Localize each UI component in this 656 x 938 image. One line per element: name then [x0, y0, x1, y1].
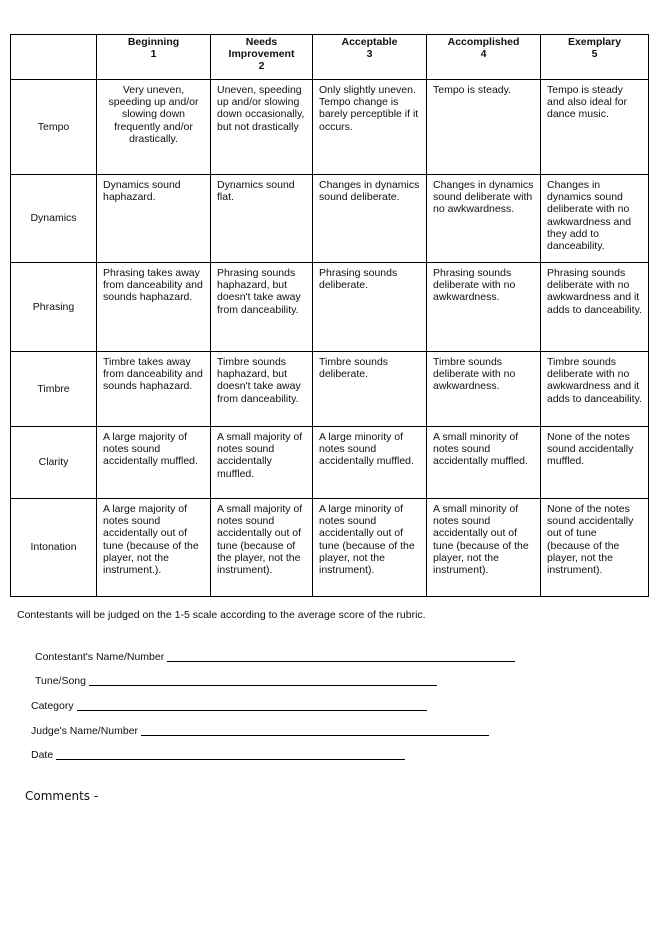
rubric-cell: Timbre sounds deliberate.	[313, 352, 427, 427]
date-field[interactable]	[31, 749, 405, 761]
scoring-note: Contestants will be judged on the 1-5 scale according to the average score of the rubric.	[17, 609, 426, 621]
rubric-cell: Timbre sounds deliberate with no awkwardness and it adds to danceability.	[541, 352, 649, 427]
rubric-cell: Dynamics sound haphazard.	[97, 175, 211, 263]
rubric-cell: None of the notes sound accidentally out of tune (because of the player, not the instrument).	[541, 499, 649, 597]
rubric-cell: A large majority of notes sound accidentally muffled.	[97, 427, 211, 499]
rubric-cell: A small minority of notes sound accidentally out of tune (because of the player, not the instrument).	[427, 499, 541, 597]
judge-label: Judge's Name/Number	[31, 725, 139, 737]
rubric-cell: Changes in dynamics sound deliberate with no awkwardness.	[427, 175, 541, 263]
level-number: 1	[150, 48, 157, 61]
rubric-cell: Phrasing sounds deliberate with no awkwardness and it adds to danceability.	[541, 263, 649, 352]
rubric-cell: Tempo is steady.	[427, 80, 541, 175]
tune-field[interactable]	[35, 675, 437, 687]
level-number: 4	[480, 48, 487, 61]
rubric-cell: Only slightly uneven. Tempo change is barely perceptible if it occurs.	[313, 80, 427, 175]
table-row	[11, 263, 649, 352]
criterion-clarity: Clarity	[11, 427, 97, 499]
rubric-cell: Phrasing takes away from danceability and sounds haphazard.	[97, 263, 211, 352]
table-row	[11, 352, 649, 427]
judge-field[interactable]	[31, 725, 489, 737]
rubric-cell: A small majority of notes sound accidentally out of tune (because of the player, not the instrument).	[211, 499, 313, 597]
rubric-cell: A large majority of notes sound accidentally out of tune (because of the player, not the instrument.).	[97, 499, 211, 597]
rubric-cell: Phrasing sounds haphazard, but doesn't take away from danceability.	[211, 263, 313, 352]
table-row	[11, 499, 649, 597]
category-field[interactable]	[31, 700, 427, 712]
rubric-cell: None of the notes sound accidentally muffled.	[541, 427, 649, 499]
rubric-cell: Timbre takes away from danceability and sounds haphazard.	[97, 352, 211, 427]
rubric-cell: Phrasing sounds deliberate with no awkwardness.	[427, 263, 541, 352]
category-line[interactable]	[77, 709, 427, 711]
level-header	[427, 35, 541, 80]
level-number: 2	[258, 60, 265, 73]
level-label: Beginning	[127, 36, 180, 48]
level-label: Accomplished	[447, 36, 520, 48]
level-number: 3	[366, 48, 373, 61]
level-label: Needs Improvement	[228, 36, 295, 61]
category-label: Category	[31, 700, 74, 712]
table-row	[11, 80, 649, 175]
rubric-cell: Very uneven, speeding up and/or slowing down frequently and/or drastically.	[97, 80, 211, 175]
criterion-dynamics: Dynamics	[11, 175, 97, 263]
rubric-cell: A large minority of notes sound accidentally muffled.	[313, 427, 427, 499]
rubric-cell: Dynamics sound flat.	[211, 175, 313, 263]
tune-label: Tune/Song	[35, 675, 86, 687]
table-row	[11, 427, 649, 499]
rubric-cell: A large minority of notes sound accidentally out of tune (because of the player, not the instrument).	[313, 499, 427, 597]
rubric-cell: Tempo is steady and also ideal for dance music.	[541, 80, 649, 175]
criterion-tempo: Tempo	[11, 80, 97, 175]
level-header	[97, 35, 211, 80]
contestant-field[interactable]	[35, 651, 515, 663]
rubric-cell: Timbre sounds deliberate with no awkwardness.	[427, 352, 541, 427]
header-row	[11, 35, 649, 80]
criterion-phrasing: Phrasing	[11, 263, 97, 352]
judge-line[interactable]	[141, 734, 489, 736]
date-label: Date	[31, 749, 54, 761]
criterion-intonation: Intonation	[11, 499, 97, 597]
comments-label: Comments -	[25, 789, 99, 803]
rubric-cell: Changes in dynamics sound deliberate.	[313, 175, 427, 263]
rubric-table	[10, 34, 649, 597]
rubric-cell: A small majority of notes sound accidentally muffled.	[211, 427, 313, 499]
rubric-cell: A small minority of notes sound accidentally muffled.	[427, 427, 541, 499]
date-line[interactable]	[56, 758, 405, 760]
rubric-cell: Phrasing sounds deliberate.	[313, 263, 427, 352]
level-header	[211, 35, 313, 80]
tune-line[interactable]	[89, 684, 437, 686]
level-number: 5	[591, 48, 598, 61]
level-header	[313, 35, 427, 80]
rubric-cell: Changes in dynamics sound deliberate with no awkwardness and they add to danceability.	[541, 175, 649, 263]
level-label: Exemplary	[567, 36, 622, 48]
contestant-line[interactable]	[167, 660, 515, 662]
rubric-cell: Timbre sounds haphazard, but doesn't take away from danceability.	[211, 352, 313, 427]
contestant-label: Contestant's Name/Number	[35, 651, 165, 663]
level-label: Acceptable	[341, 36, 398, 48]
corner-cell	[11, 35, 97, 80]
table-row	[11, 175, 649, 263]
level-header	[541, 35, 649, 80]
rubric-cell: Uneven, speeding up and/or slowing down occasionally, but not drastically	[211, 80, 313, 175]
criterion-timbre: Timbre	[11, 352, 97, 427]
